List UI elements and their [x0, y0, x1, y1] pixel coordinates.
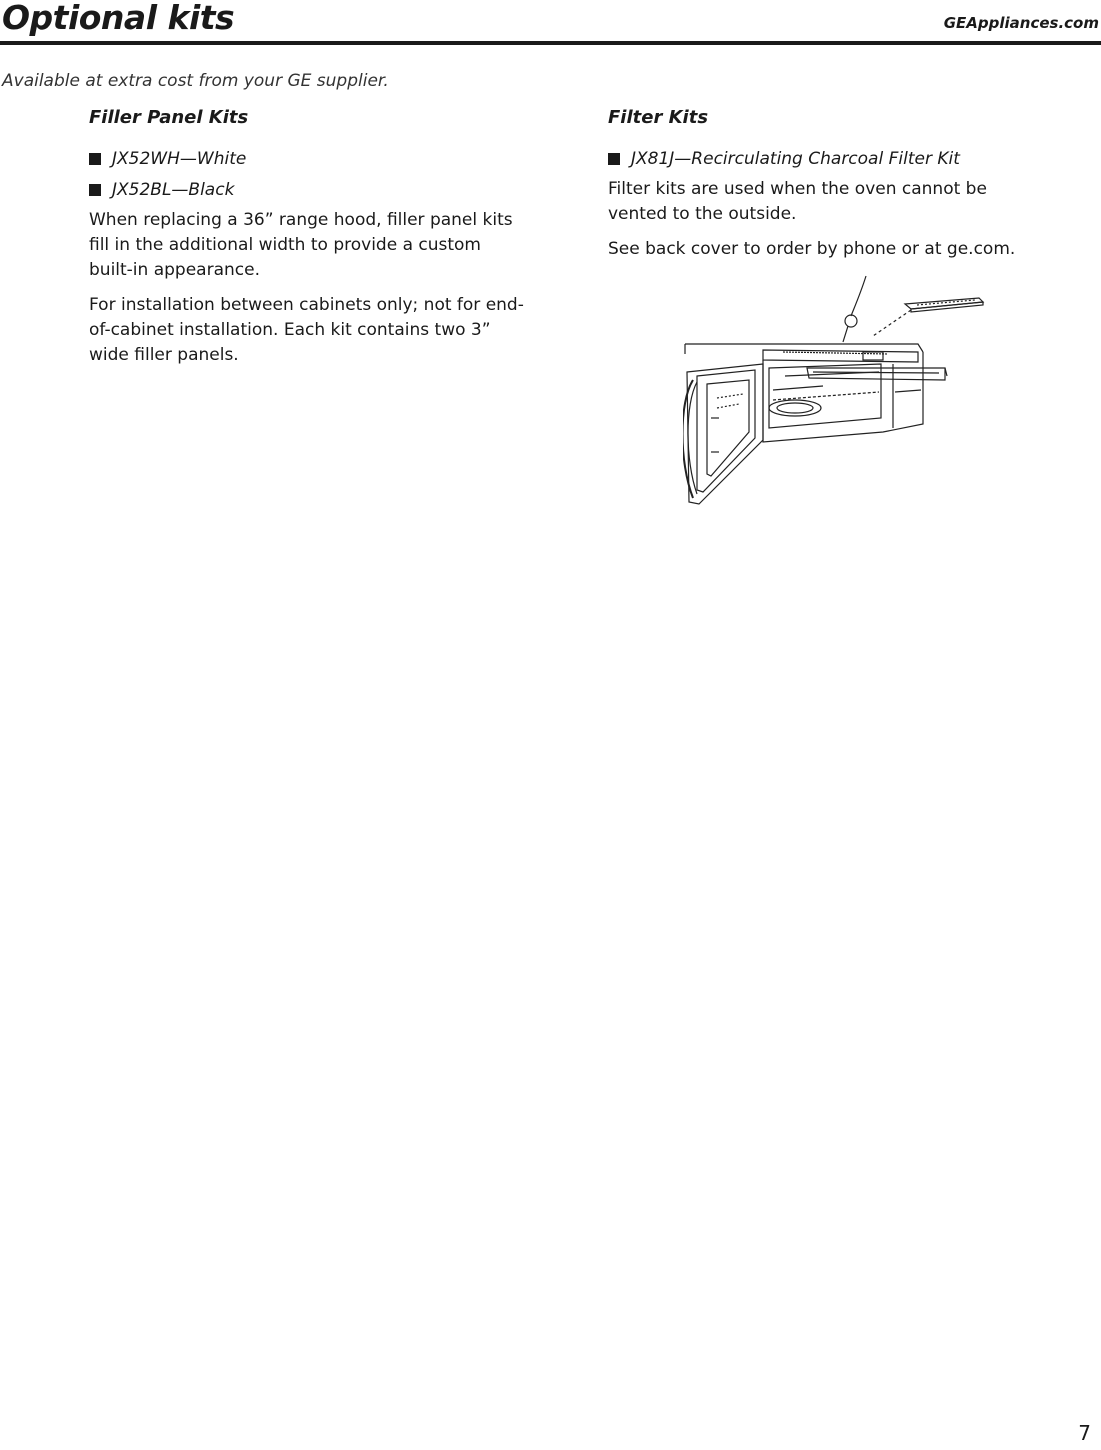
filter-kits-description: [608, 177, 1088, 227]
text-line: When replacing a 36” range hood, filler panel kits: [89, 210, 513, 230]
intro-text: Available at extra cost from your GE supplier.: [2, 71, 389, 91]
page-number: 7: [1078, 1421, 1091, 1445]
website-link[interactable]: GEAppliances.com: [943, 14, 1099, 32]
header-rule: [0, 41, 1101, 45]
filler-panel-heading: Filler Panel Kits: [89, 107, 249, 128]
text-line: wide filler panels.: [89, 345, 239, 365]
list-item: [608, 147, 1088, 171]
text-line: For installation between cabinets only; not for end-: [89, 295, 524, 315]
filler-panel-kit-list: [89, 147, 589, 202]
microwave-filter-illustration: [683, 272, 993, 508]
square-bullet-icon: [608, 153, 620, 165]
kit-label: JX52BL—Black: [112, 180, 235, 200]
text-line: Filter kits are used when the oven cannot be: [608, 179, 987, 199]
square-bullet-icon: [89, 184, 101, 196]
kit-label: JX81J—Recirculating Charcoal Filter Kit: [631, 149, 960, 169]
filler-panel-installation-note: [89, 293, 589, 368]
order-note: [608, 237, 1088, 262]
text-line: built-in appearance.: [89, 260, 260, 280]
kit-label: JX52WH—White: [112, 149, 247, 169]
page-title: Optional kits: [2, 0, 235, 37]
square-bullet-icon: [89, 153, 101, 165]
list-item: [89, 178, 589, 202]
text-line: See back cover to order by phone or at ge.com.: [608, 239, 1016, 259]
filter-kits-heading: Filter Kits: [608, 107, 709, 128]
text-line: of-cabinet installation. Each kit contains two 3”: [89, 320, 491, 340]
filter-kits-section: [608, 106, 1088, 272]
text-line: vented to the outside.: [608, 204, 797, 224]
text-line: fill in the additional width to provide a custom: [89, 235, 481, 255]
filler-panel-section: [89, 106, 589, 378]
list-item: [89, 147, 589, 171]
filter-kit-list: [608, 147, 1088, 171]
filler-panel-description: [89, 208, 589, 283]
